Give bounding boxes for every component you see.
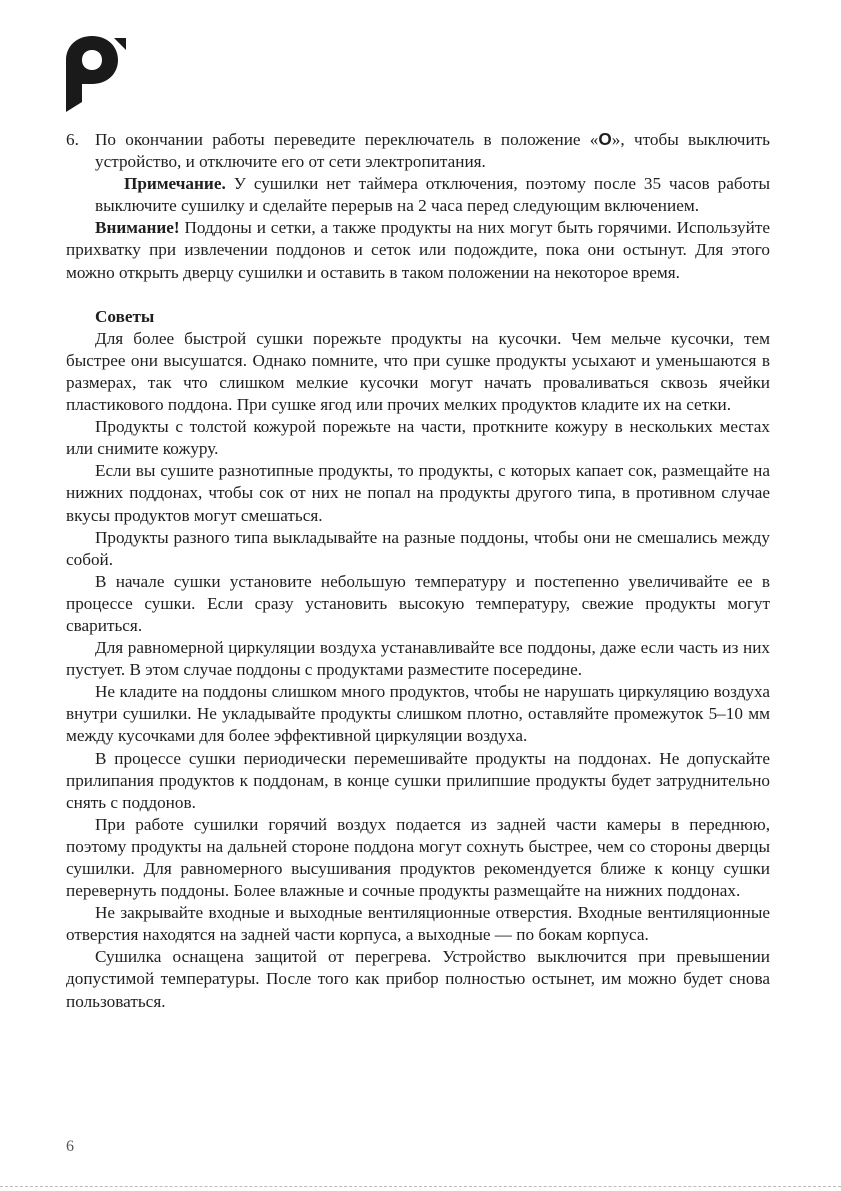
note-text: У сушилки нет таймера отключения, поэтому после 35 часов работы выключите сушилку и сделайте перерыв на 2 часа перед следующим включением. xyxy=(95,174,770,216)
step-number: 6. xyxy=(66,130,79,149)
tip-paragraph: Продукты с толстой кожурой порежьте на части, проткните кожуру в нескольких местах или снимите кожуру. xyxy=(66,417,770,459)
brand-logo-icon xyxy=(66,36,126,114)
bottom-divider xyxy=(0,1186,841,1187)
tip-paragraph: При работе сушилки горячий воздух подается из задней части камеры в переднюю, поэтому продукты на дальней стороне поддона могут сохнуть быстрее, чем со стороны дверцы сушилки. Для равномерного высушивания продуктов рекомендуется ближе к концу сушки перевернуть поддоны. Более влажные и сочные продукты размещайте на нижних поддонах. xyxy=(66,814,770,901)
switch-off-symbol: O xyxy=(598,129,612,149)
tip-paragraph: Не кладите на поддоны слишком много продуктов, чтобы не нарушать циркуляцию воздуха внутри сушилки. Не укладывайте продукты слишком плотно, оставляйте промежуток 5–10 мм между кусочками для более эффективной циркуляции воздуха. xyxy=(66,682,770,746)
step-text-before: По окончании работы переведите переключатель в положение « xyxy=(95,130,599,149)
tip-paragraph: Если вы сушите разнотипные продукты, то продукты, с которых капает сок, размещайте на нижних поддонах, чтобы сок от них не попал на продукты другого типа, в противном случае вкусы продуктов могут смешаться. xyxy=(66,461,770,525)
page-number: 6 xyxy=(66,1138,74,1155)
tip-paragraph: Не закрывайте входные и выходные вентиляционные отверстия. Входные вентиляционные отверстия находятся на задней части корпуса, а выходные — по бокам корпуса. xyxy=(66,903,770,945)
tips-heading: Советы xyxy=(95,306,155,326)
tip-paragraph: Для равномерной циркуляции воздуха устанавливайте все поддоны, даже если часть из них пустует. В этом случае поддоны с продуктами разместите посередине. xyxy=(66,638,770,680)
instructions-text xyxy=(66,128,770,1013)
tip-paragraph: Для более быстрой сушки порежьте продукты на кусочки. Чем мельче кусочки, тем быстрее они высушатся. Однако помните, что при сушке продукты усыхают и уменьшаются в размерах, так что слишком мелкие кусочки могут начать проваливаться сквозь ячейки пластикового поддона. При сушке ягод или прочих мелких продуктов кладите их на сетки. xyxy=(66,328,770,415)
tip-paragraph: Продукты разного типа выкладывайте на разные поддоны, чтобы они не смешались между собой. xyxy=(66,527,770,569)
warning-paragraph xyxy=(66,217,770,283)
warning-text: Поддоны и сетки, а также продукты на них могут быть горячими. Используйте прихватку при извлечении поддонов и сеток или подождите, пока они остынут. Для этого можно открыть дверцу сушилки и оставить в таком положении на некоторое время. xyxy=(66,218,770,282)
note-paragraph xyxy=(66,173,770,217)
tip-paragraph: В процессе сушки периодически перемешивайте продукты на поддонах. Не допускайте прилипания продуктов к поддонам, в конце сушки прилипшие продукты будет затруднительно снять с поддонов. xyxy=(66,748,770,812)
step-text-after: », чтобы выключить устройство, и отключите его от сети электропитания. xyxy=(95,130,770,172)
section-spacer xyxy=(66,284,770,306)
note-label: Примечание. xyxy=(124,174,226,194)
tip-paragraph: Сушилка оснащена защитой от перегрева. Устройство выключится при превышении допустимой температуры. После того как прибор полностью остынет, им можно будет снова пользоваться. xyxy=(66,947,770,1011)
tip-paragraph: В начале сушки установите небольшую температуру и постепенно увеличивайте ее в процессе сушки. Если сразу установить высокую температуру, свежие продукты могут свариться. xyxy=(66,571,770,635)
step-6 xyxy=(66,128,770,173)
warning-label: Внимание! xyxy=(95,218,180,238)
